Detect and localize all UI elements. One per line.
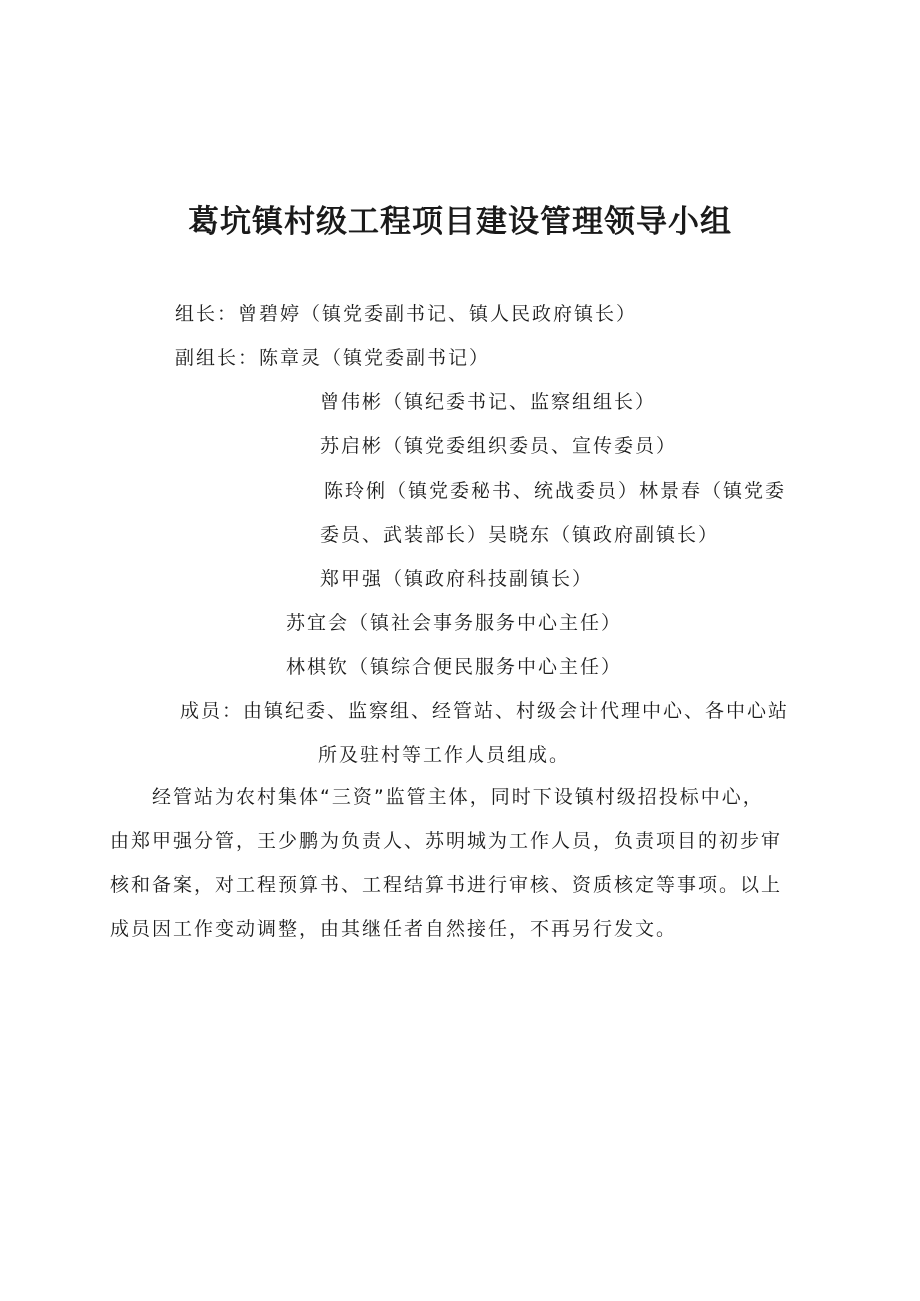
deputy-member-line: 苏启彬（镇党委组织委员、宣传委员） — [320, 435, 678, 457]
body-paragraph — [110, 783, 810, 959]
paragraph-line: 成员因工作变动调整，由其继任者自然接任，不再另行发文。 — [110, 918, 678, 940]
deputy-member-line: 林棋钦（镇综合便民服务中心主任） — [286, 656, 623, 678]
deputy-member-line: 委员、武装部长）吴晓东（镇政府副镇长） — [320, 524, 720, 546]
paragraph-line: 经管站为农村集体“三资”监管主体，同时下设镇村级招投标中心， — [110, 786, 764, 808]
members-line-continued: 所及驻村等工作人员组成。 — [318, 744, 571, 766]
deputy-member-line: 曾伟彬（镇纪委书记、监察组组长） — [320, 391, 657, 413]
deputy-member-line: 郑甲强（镇政府科技副镇长） — [320, 568, 594, 590]
leader-line: 组长：曾碧婷（镇党委副书记、镇人民政府镇长） — [175, 303, 638, 325]
deputy-member-line: 苏宜会（镇社会事务服务中心主任） — [286, 612, 623, 634]
paragraph-line: 核和备案，对工程预算书、工程结算书进行审核、资质核定等事项。以上 — [110, 874, 783, 896]
paragraph-line: 由郑甲强分管，王少鹏为负责人、苏明城为工作人员，负责项目的初步审 — [110, 830, 783, 852]
deputy-leader-line: 副组长：陈章灵（镇党委副书记） — [175, 347, 491, 369]
deputy-member-line: 陈玲俐（镇党委秘书、统战委员）林景春（镇党委 — [324, 480, 787, 502]
document-title: 葛坑镇村级工程项目建设管理领导小组 — [188, 204, 732, 240]
members-line: 成员：由镇纪委、监察组、经管站、村级会计代理中心、各中心站 — [180, 700, 790, 722]
